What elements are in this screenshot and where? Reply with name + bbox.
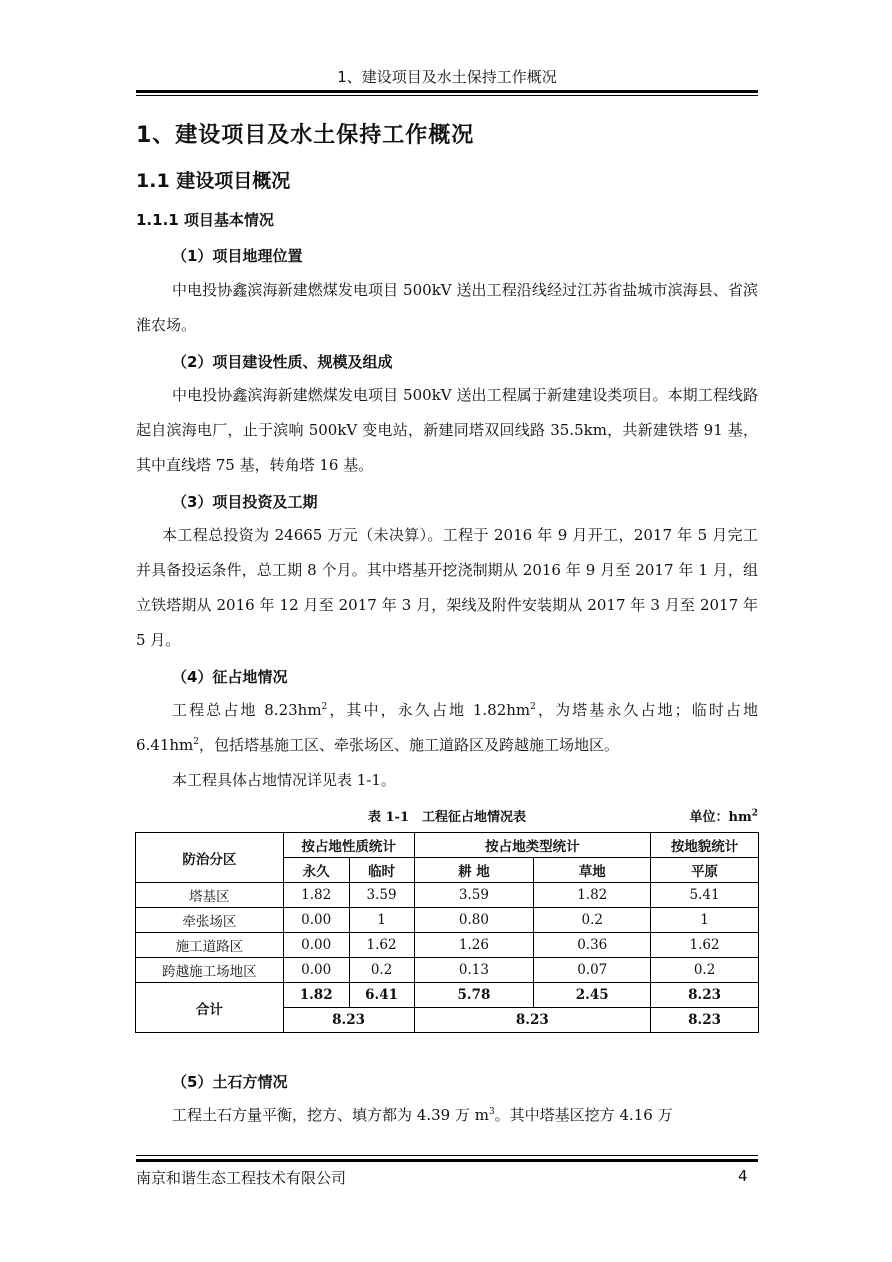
cell: 跨越施工场地区 bbox=[136, 958, 284, 983]
cell: 1.82 bbox=[283, 883, 349, 908]
cell: 1 bbox=[349, 908, 414, 933]
total-sum-cell: 8.23 bbox=[283, 1008, 414, 1033]
total-sum-cell: 8.23 bbox=[414, 1008, 651, 1033]
cell: 0.07 bbox=[534, 958, 651, 983]
total-sum-cell: 8.23 bbox=[651, 1008, 759, 1033]
table-row bbox=[136, 908, 759, 933]
chapter-heading: 1、建设项目及水土保持工作概况 bbox=[136, 123, 475, 148]
item-heading-land: （4）征占地情况 bbox=[172, 668, 288, 686]
cell: 1 bbox=[651, 908, 759, 933]
cell: 0.00 bbox=[283, 908, 349, 933]
paragraph-land: 工程总占地 $8.23hm^2$，其中，永久占地 $1.82hm^2$，为塔基永久占地；临时占地 $6.41hm^2$，包括塔基施工区、牵张场区、施工道路区及跨越施工场地区。 bbox=[136, 701, 758, 754]
total-cell: 2.45 bbox=[534, 983, 651, 1008]
cell: 3.59 bbox=[414, 883, 534, 908]
section-heading: 1.1 建设项目概况 bbox=[136, 170, 291, 192]
paragraph-table-ref: 本工程具体占地情况详见表 1-1。 bbox=[172, 771, 396, 789]
cell: 0.00 bbox=[283, 933, 349, 958]
cell: 3.59 bbox=[349, 883, 414, 908]
paragraph-earthwork: 工程土石方量平衡，挖方、填方都为 4.39 万 $m^3$。其中塔基区挖方 4.16 万 bbox=[172, 1106, 673, 1124]
item-heading-location: （1）项目地理位置 bbox=[172, 247, 303, 265]
table-row bbox=[136, 933, 759, 958]
footer-company: 南京和谐生态工程技术有限公司 bbox=[136, 1169, 347, 1187]
th-landform: 按地貌统计 bbox=[651, 833, 759, 858]
paragraph-investment: 本工程总投资为 24665 万元（未决算）。工程于 2016 年 9 月开工，2017 年 5 月完工并具备投运条件，总工期 8 个月。其中塔基开挖浇制期从 2016 年 9 月至 2017 年 1 月，组立铁塔期从 2016 年 12 月至 2017 年 3 月，架线及附件安装期从 2017 年 3 月至 2017 年 5 月。 bbox=[136, 526, 758, 649]
footer-rule-thin bbox=[136, 1155, 758, 1156]
cell: 0.36 bbox=[534, 933, 651, 958]
footer-rule-thick bbox=[136, 1159, 758, 1162]
cell: 施工道路区 bbox=[136, 933, 284, 958]
total-cell: 8.23 bbox=[651, 983, 759, 1008]
table-total-row bbox=[136, 983, 759, 1008]
table-row bbox=[136, 883, 759, 908]
cell: 0.13 bbox=[414, 958, 534, 983]
item-heading-investment: （3）项目投资及工期 bbox=[172, 493, 318, 511]
th-type: 按占地类型统计 bbox=[414, 833, 651, 858]
item-heading-scale: （2）项目建设性质、规模及组成 bbox=[172, 353, 393, 371]
th-grassland: 草地 bbox=[534, 858, 651, 883]
total-cell: 5.78 bbox=[414, 983, 534, 1008]
paragraph-scale: 中电投协鑫滨海新建燃煤发电项目 500kV 送出工程属于新建建设类项目。本期工程线路起自滨海电厂，止于滨响 500kV 变电站，新建同塔双回线路 35.5km，共新建铁塔 91 基，其中直线塔 75 基，转角塔 16 基。 bbox=[136, 386, 758, 474]
header-rule-thick bbox=[136, 90, 758, 93]
cell: 0.2 bbox=[534, 908, 651, 933]
land-occupation-table bbox=[135, 832, 759, 1033]
item-heading-earthwork: （5）土石方情况 bbox=[172, 1073, 288, 1091]
th-nature: 按占地性质统计 bbox=[283, 833, 414, 858]
cell: 1.26 bbox=[414, 933, 534, 958]
table-unit: 单位：$hm^2$ bbox=[689, 808, 758, 825]
page-number: 4 bbox=[738, 1167, 748, 1185]
subsection-heading: 1.1.1 项目基本情况 bbox=[136, 211, 274, 229]
th-plain: 平原 bbox=[651, 858, 759, 883]
table-title: 表 1-1 工程征占地情况表 bbox=[367, 810, 526, 825]
cell: 0.2 bbox=[651, 958, 759, 983]
th-permanent: 永久 bbox=[283, 858, 349, 883]
cell: 0.2 bbox=[349, 958, 414, 983]
total-cell: 1.82 bbox=[283, 983, 349, 1008]
th-farmland: 耕 地 bbox=[414, 858, 534, 883]
cell: 1.62 bbox=[349, 933, 414, 958]
total-cell: 6.41 bbox=[349, 983, 414, 1008]
total-label: 合计 bbox=[136, 983, 284, 1033]
cell: 牵张场区 bbox=[136, 908, 284, 933]
cell: 1.62 bbox=[651, 933, 759, 958]
cell: 塔基区 bbox=[136, 883, 284, 908]
cell: 0.80 bbox=[414, 908, 534, 933]
running-header: 1、建设项目及水土保持工作概况 bbox=[337, 68, 557, 86]
paragraph-location: 中电投协鑫滨海新建燃煤发电项目 500kV 送出工程沿线经过江苏省盐城市滨海县、省滨淮农场。 bbox=[136, 281, 758, 334]
table-row bbox=[136, 958, 759, 983]
cell: 5.41 bbox=[651, 883, 759, 908]
cell: 1.82 bbox=[534, 883, 651, 908]
cell: 0.00 bbox=[283, 958, 349, 983]
th-temporary: 临时 bbox=[349, 858, 414, 883]
th-zone: 防治分区 bbox=[136, 833, 284, 883]
header-rule-thin bbox=[136, 95, 758, 96]
